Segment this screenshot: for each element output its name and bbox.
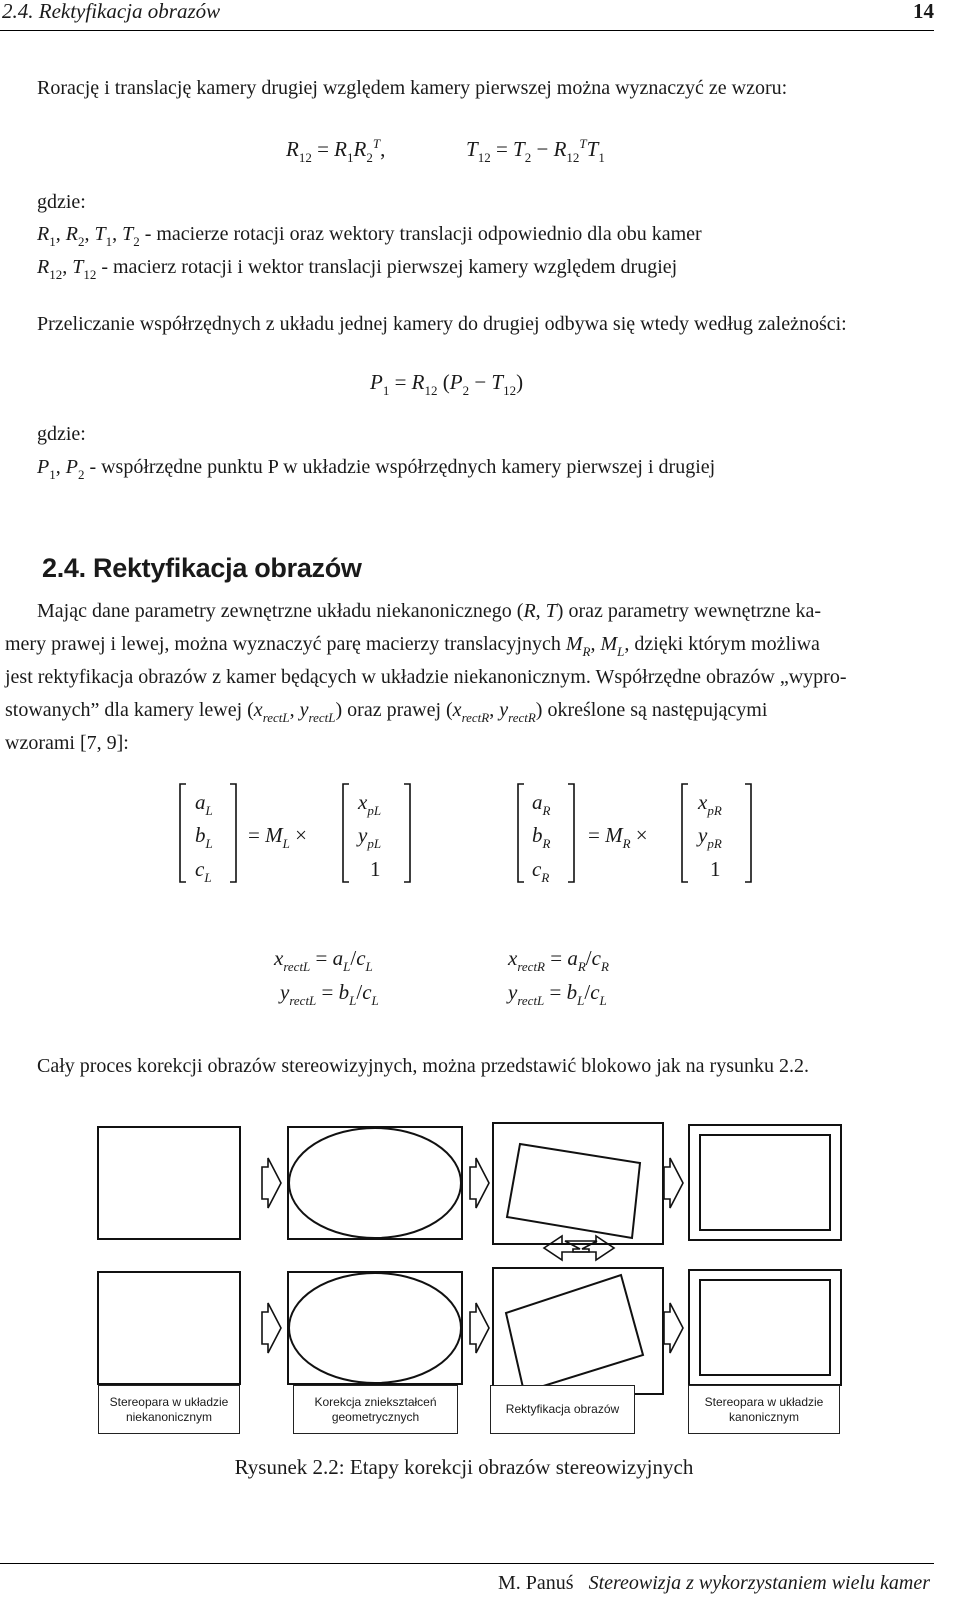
stage1-top-frame (98, 1127, 240, 1239)
point-transform-formula: $P_1 = R_{12}$ $(P_2 - T_{12})$ (370, 370, 524, 399)
definition-points: $P_1$, $P_2$ - współrzędne punktu P w układzie współrzędnych kamery pierwszej i drugiej (37, 456, 716, 482)
figure-caption: Rysunek 2.2: Etapy korekcji obrazów stereowizyjnych (234, 1455, 694, 1479)
stage1-bottom-frame (98, 1272, 240, 1384)
body-line-1: Mając dane parametry zewnętrzne układu niekanonicznego (R, T) oraz parametry wewnętrzne ka- (37, 600, 822, 622)
stage3-top-rotated (507, 1144, 640, 1238)
matrix-equations: $a_L$ $b_L$ $c_L$ = $M_L$ × $x_{pL}$ $y_{pL}$ 1 $a_R$ $b_R$ $c_R$ = $M_R$ × $x_{pR}$ $y_{pR}$ 1 (195, 790, 722, 886)
stage4-top-outer (689, 1125, 841, 1240)
definition-relative: $R_{12}$, $T_{12}$ - macierz rotacji i wektor translacji pierwszej kamery względem drugiej (37, 256, 678, 282)
stage2-bottom-ellipse (289, 1273, 461, 1383)
translation-formula: $T_{12} = T_2 - R_{12}^TT_1$ (466, 136, 605, 166)
arrow-right-icon (262, 1303, 281, 1353)
arrow-right-icon (664, 1303, 683, 1353)
stage2-top-ellipse (289, 1128, 461, 1238)
body-line-2: mery prawej i lewej, można wyznaczyć parę macierzy translacyjnych $M_R$, $M_L$, dzięki którym możliwa (5, 633, 820, 659)
closing-paragraph: Cały proces korekcji obrazów stereowizyjnych, można przedstawić blokowo jak na rysunku 2.2. (37, 1055, 809, 1077)
footer-title: Stereowizja z wykorzystaniem wielu kamer (588, 1572, 930, 1594)
footer-author: M. Panuś (497, 1572, 574, 1594)
body-line-5: wzorami [7, 9]: (5, 732, 129, 754)
conversion-paragraph: Przeliczanie współrzędnych z układu jednej kamery do drugiej odbywa się wtedy według zależności: (37, 313, 847, 335)
where-label-2: gdzie: (37, 423, 86, 445)
yrectL-formula-right: $y_{rectL} = b_L/c_L$ (508, 980, 607, 1009)
arrow-right-icon (470, 1158, 489, 1208)
header-rule (0, 30, 934, 31)
running-header-section: 2.4. Rektyfikacja obrazów (2, 0, 221, 23)
correction-pipeline-diagram (0, 1120, 960, 1420)
body-line-4: stowanych” dla kamery lewej ($x_{rectL}$, $y_{rectL}$) oraz prawej ($x_{rectR}$, $y_{rectR}$) określone są następującymi (5, 699, 768, 725)
label-rectification: Rektyfikacja obrazów (490, 1385, 635, 1434)
stage3-bottom-rotated (506, 1275, 643, 1392)
footer (498, 1572, 930, 1595)
section-heading: 2.4. Rektyfikacja obrazów (42, 553, 362, 583)
page-number: 14 (913, 0, 934, 23)
xrectL-formula: $x_{rectL} = a_L/c_L$ (274, 946, 373, 975)
body-line-3: jest rektyfikacja obrazów z kamer będących w układzie niekanonicznym. Współrzędne obrazów „wypro- (5, 666, 847, 688)
stage4-top-inner (700, 1135, 830, 1230)
intro-paragraph: Rorację i translację kamery drugiej względem kamery pierwszej można wyznaczyć ze wzoru: (37, 77, 788, 99)
label-canonical: Stereopara w układzie kanonicznym (688, 1385, 840, 1434)
stage4-bottom-inner (700, 1280, 830, 1375)
arrow-right-icon (470, 1303, 489, 1353)
arrow-right-icon (262, 1158, 281, 1208)
label-distortion-correction: Korekcja zniekształceń geometrycznych (293, 1385, 458, 1434)
xrectR-formula: $x_{rectR} = a_R/c_R$ (508, 946, 609, 975)
stage4-bottom-outer (689, 1270, 841, 1385)
footer-rule (0, 1563, 934, 1564)
arrow-right-icon (664, 1158, 683, 1208)
label-noncanonical: Stereopara w układzie niekanonicznym (98, 1385, 240, 1434)
double-arrow-top-icon (565, 1241, 597, 1252)
rotation-formula: $R_{12} = R_1R_2^T$, (286, 136, 386, 166)
definition-rotation-translation: $R_1$, $R_2$, $T_1$, $T_2$ - macierze rotacji oraz wektory translacji odpowiednio dla obu kamer (37, 223, 702, 249)
yrectL-formula: $y_{rectL} = b_L/c_L$ (280, 980, 379, 1009)
where-label-1: gdzie: (37, 191, 86, 213)
